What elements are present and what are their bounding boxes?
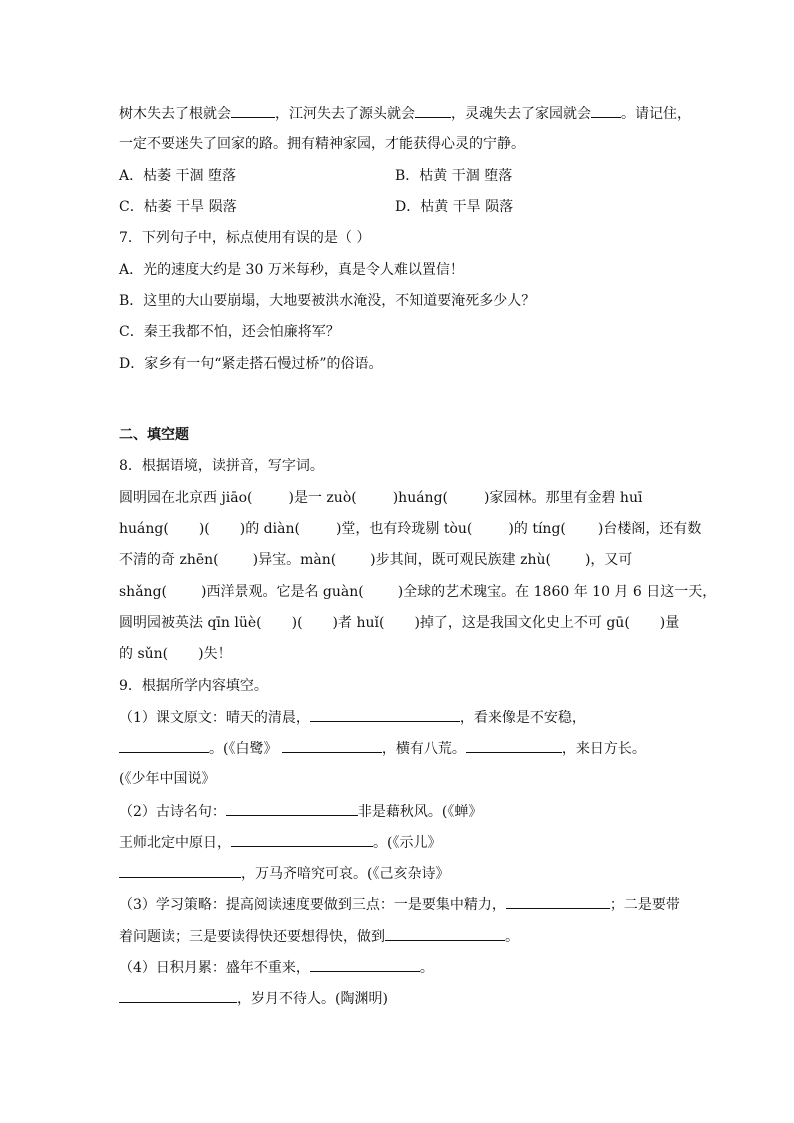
q6-text: ，灵魂失去了家园就会 bbox=[451, 106, 591, 122]
q9-text: 。 bbox=[419, 960, 434, 976]
q9-part4-line1 bbox=[119, 957, 434, 978]
q9-text: 王师北定中原日， bbox=[119, 835, 231, 851]
q9-part1-line2 bbox=[119, 738, 646, 759]
q7-option-a[interactable]: A．光的速度大约是 30 万米每秒，真是令人难以置信！ bbox=[119, 262, 464, 278]
q9-text: 非是藉秋风。(《蝉》 bbox=[357, 804, 483, 820]
q6-option-b[interactable]: B．枯黄 干涸 堕落 bbox=[395, 168, 513, 184]
answer-blank[interactable] bbox=[119, 863, 241, 878]
q9-text: ，横有八荒。 bbox=[381, 741, 466, 757]
q8-text: )的 diàn( bbox=[239, 521, 300, 537]
q6-text: 树木失去了根就会 bbox=[119, 106, 231, 122]
answer-blank[interactable] bbox=[231, 832, 373, 847]
answer-blank[interactable] bbox=[226, 801, 358, 816]
q9-text: ；二是要带 bbox=[609, 897, 680, 913]
answer-blank[interactable] bbox=[415, 103, 451, 118]
q9-text: 。(《白鹭》 bbox=[209, 741, 278, 757]
q8-text: )异宝。màn( bbox=[252, 552, 337, 568]
q8-text: 圆明园被英法 qīn lüè( bbox=[119, 615, 262, 631]
q8-text: )家园林。那里有金碧 huī bbox=[484, 490, 643, 506]
q6-option-a[interactable]: A．枯萎 干涸 堕落 bbox=[119, 168, 237, 184]
q8-text: )( bbox=[291, 615, 303, 631]
q8-text: )掉了，这是我国文化史上不可 gū( bbox=[414, 615, 630, 631]
answer-blank[interactable] bbox=[231, 103, 275, 118]
q8-text: )量 bbox=[659, 615, 680, 631]
q8-text: shǎng( bbox=[119, 584, 167, 600]
q8-line4 bbox=[119, 582, 716, 602]
q9-part4-line2 bbox=[119, 988, 388, 1009]
q8-line5 bbox=[119, 613, 679, 633]
q8-stem: 8．根据语境，读拼音，写字词。 bbox=[119, 458, 324, 474]
q8-text: )堂，也有玲珑剔 tòu( bbox=[335, 521, 473, 537]
q6-text: 。请记住， bbox=[621, 106, 691, 122]
q8-line6 bbox=[119, 644, 232, 664]
q9-text: （3）学习策略：提高阅读速度要做到三点：一是要集中精力， bbox=[119, 897, 506, 913]
q8-text: )步其间，既可观民族建 zhù( bbox=[370, 552, 551, 568]
q6-option-d[interactable]: D．枯黄 干旱 陨落 bbox=[395, 199, 514, 215]
q7-option-b[interactable]: B．这里的大山要崩塌，大地要被洪水淹没，不知道要淹死多少人？ bbox=[119, 293, 536, 309]
answer-blank[interactable] bbox=[282, 738, 382, 753]
q9-part2-line1 bbox=[119, 801, 482, 822]
q8-text: )全球的艺术瑰宝。在 1860 年 10 月 6 日这一天， bbox=[397, 584, 717, 600]
answer-blank[interactable] bbox=[385, 926, 505, 941]
q9-text: ，万马齐喑究可哀。(《己亥杂诗》 bbox=[241, 866, 450, 882]
q9-stem: 9．根据所学内容填空。 bbox=[119, 678, 268, 694]
q8-line3 bbox=[119, 550, 632, 570]
q8-text: )失！ bbox=[198, 646, 232, 662]
q9-text: ，看来像是不安稳， bbox=[459, 710, 586, 726]
q6-option-c[interactable]: C．枯萎 干旱 陨落 bbox=[119, 199, 237, 215]
q8-line1 bbox=[119, 488, 642, 508]
q8-text: )huáng( bbox=[392, 490, 449, 506]
answer-blank[interactable] bbox=[119, 738, 209, 753]
q9-part2-line2 bbox=[119, 832, 441, 853]
q8-text: )的 tíng( bbox=[508, 521, 566, 537]
q9-part3-line2 bbox=[119, 926, 519, 947]
q9-part1-line3: (《少年中国说》 bbox=[119, 771, 216, 787]
q9-part2-line3 bbox=[119, 863, 449, 884]
answer-blank[interactable] bbox=[466, 738, 562, 753]
q8-text: huáng( bbox=[119, 521, 169, 537]
q8-text: 的 sǔn( bbox=[119, 646, 169, 662]
q8-text: )西洋景观。它是名 guàn( bbox=[201, 584, 364, 600]
answer-blank[interactable] bbox=[119, 988, 237, 1003]
answer-blank[interactable] bbox=[310, 707, 460, 722]
q9-part3-line1 bbox=[119, 894, 680, 915]
q7-option-d[interactable]: D．家乡有一句“紧走搭石慢过桥”的俗语。 bbox=[119, 356, 383, 372]
q8-text: )台楼阁，还有数 bbox=[597, 521, 702, 537]
q7-option-c[interactable]: C．秦王我都不怕，还会怕廉将军？ bbox=[119, 324, 340, 340]
q8-text: 圆明园在北京西 jiāo( bbox=[119, 490, 253, 506]
q8-text: 不清的奇 zhēn( bbox=[119, 552, 219, 568]
q9-text: （4）日积月累：盛年不重来， bbox=[119, 960, 310, 976]
q8-line2 bbox=[119, 519, 701, 539]
q9-text: 。 bbox=[505, 929, 519, 945]
q7-stem: 7．下列句子中，标点使用有误的是（ ） bbox=[119, 230, 371, 246]
q6-text: ，江河失去了源头就会 bbox=[275, 106, 415, 122]
q6-stem-line2: 一定不要迷失了回家的路。拥有精神家园，才能获得心灵的宁静。 bbox=[119, 136, 525, 152]
answer-blank[interactable] bbox=[506, 894, 610, 909]
q9-text: （2）古诗名句： bbox=[119, 804, 226, 820]
q8-text: )是一 zuò( bbox=[288, 490, 357, 506]
q9-text: ，岁月不待人。(陶渊明) bbox=[237, 991, 388, 1007]
q9-text: 。(《示儿》 bbox=[373, 835, 442, 851]
q8-text: )( bbox=[198, 521, 210, 537]
q9-part1-line1 bbox=[119, 707, 586, 728]
q8-text: )者 huǐ( bbox=[332, 615, 385, 631]
q9-text: ，来日方长。 bbox=[561, 741, 646, 757]
q9-text: （1）课文原文：晴天的清晨， bbox=[119, 710, 310, 726]
q9-text: 着问题读；三是要读得快还要想得快，做到 bbox=[119, 929, 385, 945]
section-title: 二、填空题 bbox=[119, 427, 189, 443]
answer-blank[interactable] bbox=[310, 957, 420, 972]
q6-stem-line1 bbox=[119, 103, 691, 124]
q8-text: )，又可 bbox=[584, 552, 633, 568]
answer-blank[interactable] bbox=[591, 103, 621, 118]
